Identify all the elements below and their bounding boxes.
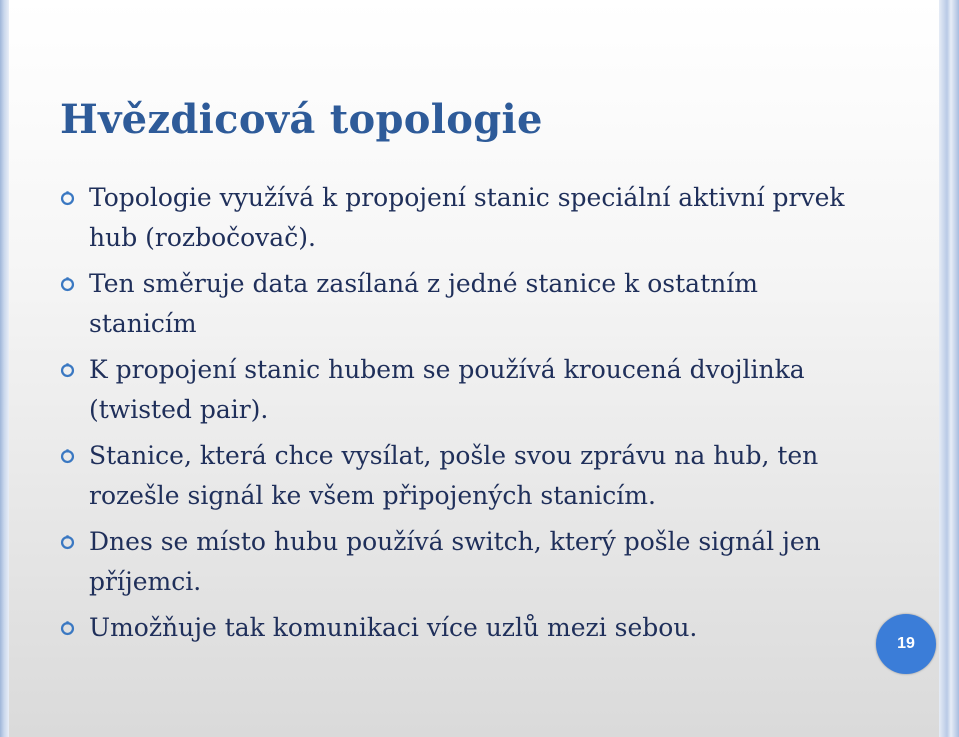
bullet-text: Topologie využívá k propojení stanic speciální aktivní prvek hub (rozbočovač). (89, 183, 845, 252)
bullet-item (60, 350, 860, 430)
slide-title: Hvězdicová topologie (60, 96, 543, 143)
slide-right-edge (939, 0, 959, 737)
bullet-item (60, 436, 860, 516)
slide-left-edge (0, 0, 9, 737)
ring-bullet-icon (60, 621, 75, 636)
bullet-item (60, 608, 860, 648)
ring-bullet-icon (60, 535, 75, 550)
bullet-text: Dnes se místo hubu používá switch, který pošle signál jen příjemci. (89, 527, 821, 596)
bullet-text: K propojení stanic hubem se používá kroucená dvojlinka (twisted pair). (89, 355, 805, 424)
ring-bullet-icon (60, 449, 75, 464)
bullet-list (60, 178, 860, 654)
ring-bullet-icon (60, 191, 75, 206)
page-number: 19 (897, 635, 915, 652)
bullet-item (60, 522, 860, 602)
ring-bullet-icon (60, 363, 75, 378)
bullet-text: Ten směruje data zasílaná z jedné stanice k ostatním stanicím (89, 269, 758, 338)
bullet-text: Umožňuje tak komunikaci více uzlů mezi sebou. (89, 613, 698, 642)
bullet-item (60, 264, 860, 344)
ring-bullet-icon (60, 277, 75, 292)
bullet-item (60, 178, 860, 258)
bullet-text: Stanice, která chce vysílat, pošle svou zprávu na hub, ten rozešle signál ke všem připojených stanicím. (89, 441, 819, 510)
page-number-badge (876, 614, 936, 674)
